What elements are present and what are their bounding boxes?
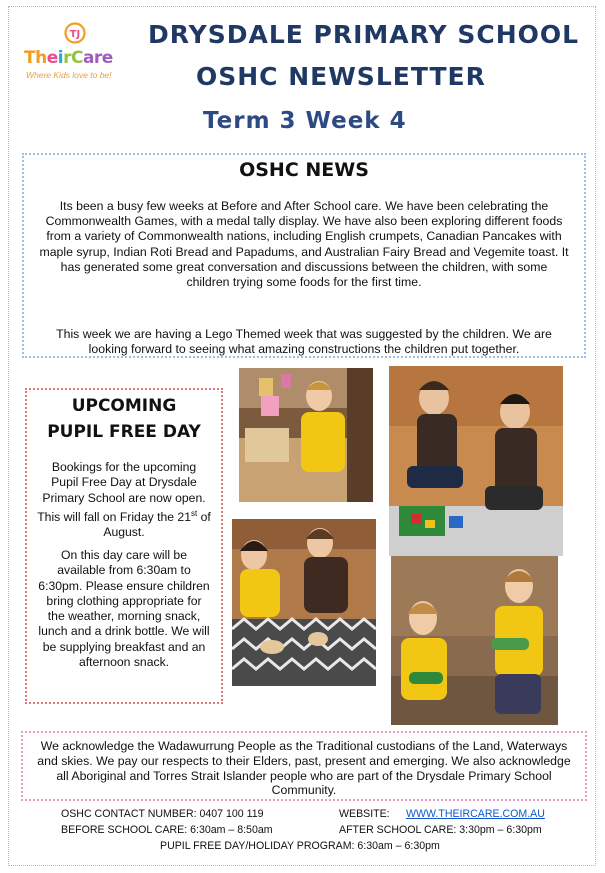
photo-lego-boy — [239, 368, 373, 502]
news-paragraph: This week we are having a Lego Themed week that was suggested by the children. We are looking forward to seeing what amazing constructions the children put together. — [56, 327, 552, 357]
pupil-free-day-paragraph — [37, 460, 211, 541]
term-week-title: Term 3 Week 4 — [203, 108, 407, 134]
logo-word-part: Th — [24, 48, 47, 68]
ordinal-suffix: st — [190, 508, 198, 518]
after-school-care-hours: AFTER SCHOOL CARE: 3:30pm – 6:30pm — [339, 824, 542, 836]
logo-word-part: rC — [63, 48, 83, 68]
before-school-care-hours: BEFORE SCHOOL CARE: 6:30am – 8:50am — [61, 824, 273, 836]
logo-wordmark — [24, 48, 113, 68]
theircare-logo — [22, 22, 126, 88]
pupil-free-day-hours: PUPIL FREE DAY/HOLIDAY PROGRAM: 6:30am – 6:30pm — [160, 840, 440, 852]
photo-lego-boys-floor — [389, 366, 563, 556]
contact-number: OSHC CONTACT NUMBER: 0407 100 119 — [61, 808, 264, 820]
school-title: DRYSDALE PRIMARY SCHOOL — [148, 20, 580, 49]
photo-girls-slings — [391, 556, 558, 725]
logo-word-part: e — [46, 48, 58, 68]
photo-girls-floor — [232, 519, 376, 686]
oshc-news-heading: OSHC NEWS — [239, 159, 369, 181]
acknowledgement-section — [21, 731, 587, 801]
paragraph-text: of August. — [103, 509, 211, 540]
news-paragraph: Its been a busy few weeks at Before and After School care. We have been celebrating the Commonwealth Games, with a medal tally display. We have also been exploring different foods from a variety of Commonwealth nations, including English crumpets, Canadian Pancakes with maple syrup, Indian Roti Bread and Papadums, and Australian Fairy Bread and Vegemite toast. It has generated some great conversation and discussions between the children, with some children trying some foods for the first time. — [39, 199, 569, 290]
logo-word-part: are — [82, 48, 113, 68]
website-link[interactable]: WWW.THEIRCARE.COM.AU — [406, 808, 545, 820]
svg-text:TJ: TJ — [69, 29, 81, 40]
website-label: WEBSITE: — [339, 808, 390, 820]
pupil-free-day-heading: UPCOMING — [71, 396, 177, 416]
logo-tagline: Where Kids love to be! — [26, 70, 112, 80]
pupil-free-day-section — [25, 388, 223, 704]
theircare-logo-icon — [64, 22, 86, 44]
paragraph-text: Bookings for the upcoming Pupil Free Day at Drysdale Primary School are now open. This will fall on Friday the 21 — [37, 460, 206, 524]
logo-word-part: i — [57, 48, 64, 68]
acknowledgement-text: We acknowledge the Wadawurrung People as the Traditional custodians of the Land, Waterways and skies. We pay our respects to their Elders, past, present and emerging. We also acknowledge all Aboriginal and Torres Strait Islander people who are part of the Drysdale Primary School Community. — [37, 739, 571, 798]
pupil-free-day-paragraph: On this day care will be available from 6:30am to 6:30pm. Please ensure children bring clothing appropriate for the weather, morning snack, lunch and a drink bottle. We will be supplying breakfast and an afternoon snack. — [38, 548, 210, 670]
oshc-news-section — [22, 153, 586, 358]
pupil-free-day-heading: PUPIL FREE DAY — [47, 422, 201, 442]
newsletter-title: OSHC NEWSLETTER — [196, 62, 486, 91]
